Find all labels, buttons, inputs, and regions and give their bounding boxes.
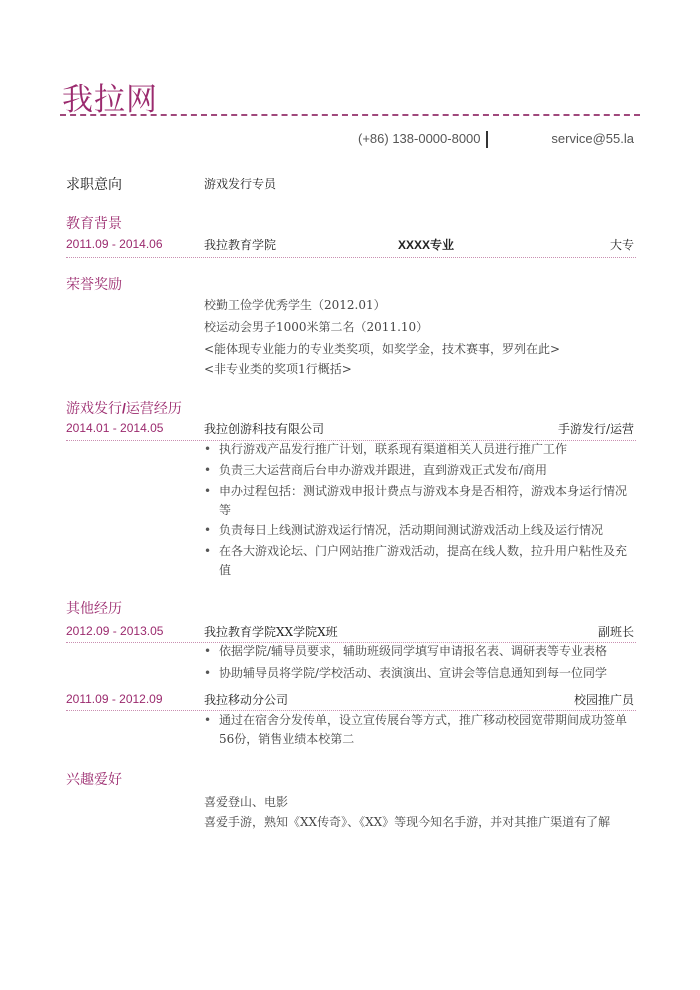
education-school: 我拉教育学院 <box>204 238 277 252</box>
game-exp-role: 手游发行/运营 <box>557 422 634 436</box>
phone-number: (+86) 138-0000-8000 <box>358 131 481 146</box>
objective-value: 游戏发行专员 <box>204 177 277 191</box>
bullet-icon: • <box>204 442 212 456</box>
section-title-education: 教育背景 <box>66 216 122 232</box>
bullet-icon: • <box>204 713 212 727</box>
list-item: • 依据学院/辅导员要求，辅助班级同学填写申请报名表、调研表等专业表格 <box>204 642 634 661</box>
game-exp-title-b: 运营经历 <box>125 401 182 417</box>
section-title-other-exp: 其他经历 <box>66 601 122 617</box>
list-item: • 通过在宿舍分发传单，设立宣传展台等方式，推广移动校园宽带期间成功签单56份，销售业绩本校第二 <box>204 713 628 746</box>
list-item: • 负责每日上线测试游戏运行情况，活动期间测试游戏活动上线及运行情况 <box>204 521 634 540</box>
list-item: • 负责三大运营商后台申办游戏并跟进，直到游戏正式发布/商用 <box>204 461 634 480</box>
bullet-icon: • <box>204 544 212 558</box>
game-exp-title-a: 游戏发行 <box>66 401 122 417</box>
honor-item: <非专业类的奖项1行概括> <box>204 362 352 376</box>
education-major <box>398 236 454 253</box>
education-date: 2011.09 - 2014.06 <box>66 237 163 251</box>
other-exp-role: 副班长 <box>597 625 634 639</box>
game-exp-company: 我拉创游科技有限公司 <box>204 422 325 436</box>
bullet-icon: • <box>204 484 212 498</box>
section-title-hobbies: 兴趣爱好 <box>66 772 122 788</box>
bullet-icon: • <box>204 523 212 537</box>
bullet-icon: • <box>204 666 212 680</box>
dashed-divider <box>60 114 640 116</box>
other-exp-role: 校园推广员 <box>573 693 634 707</box>
other-exp-date: 2011.09 - 2012.09 <box>66 692 163 706</box>
contact-separator <box>486 131 488 148</box>
section-title-honors: 荣誉奖励 <box>66 277 122 293</box>
other-exp-org: 我拉教育学院XX学院X班 <box>204 625 338 639</box>
honor-item: <能体现专业能力的专业类奖项，如奖学金，技术赛事，罗列在此> <box>204 342 561 356</box>
education-major-text: XXXX专业 <box>398 238 455 252</box>
honor-item: 校勤工俭学优秀学生（2012.01） <box>204 298 386 312</box>
logo: 我拉网 <box>62 82 158 118</box>
hobby-item: 喜爱登山、电影 <box>204 795 289 809</box>
other-exp-date: 2012.09 - 2013.05 <box>66 624 164 638</box>
email-address: service@55.la <box>551 131 634 146</box>
section-title-objective: 求职意向 <box>66 177 122 193</box>
dotted-divider <box>66 257 636 258</box>
education-degree: 大专 <box>609 238 634 252</box>
list-item: • 申办过程包括：测试游戏申报计费点与游戏本身是否相符，游戏本身运行情况等 <box>204 484 628 517</box>
honor-item: 校运动会男子1000米第二名（2011.10） <box>204 320 429 334</box>
hobby-item: 喜爱手游，熟知《XX传奇》、《XX》等现今知名手游，并对其推广渠道有了解 <box>204 815 611 829</box>
bullet-icon: • <box>204 644 212 658</box>
list-item: • 协助辅导员将学院/学校活动、表演演出、宣讲会等信息通知到每一位同学 <box>204 664 634 683</box>
other-exp-org: 我拉移动分公司 <box>204 693 289 707</box>
bullet-icon: • <box>204 463 212 477</box>
list-item: • 执行游戏产品发行推广计划，联系现有渠道相关人员进行推广工作 <box>204 440 634 459</box>
game-exp-title-sep: / <box>122 400 126 416</box>
section-title-game-exp <box>66 398 182 418</box>
list-item: • 在各大游戏论坛、门户网站推广游戏活动，提高在线人数，拉升用户粘性及充值 <box>204 544 628 577</box>
game-exp-date: 2014.01 - 2014.05 <box>66 421 164 435</box>
